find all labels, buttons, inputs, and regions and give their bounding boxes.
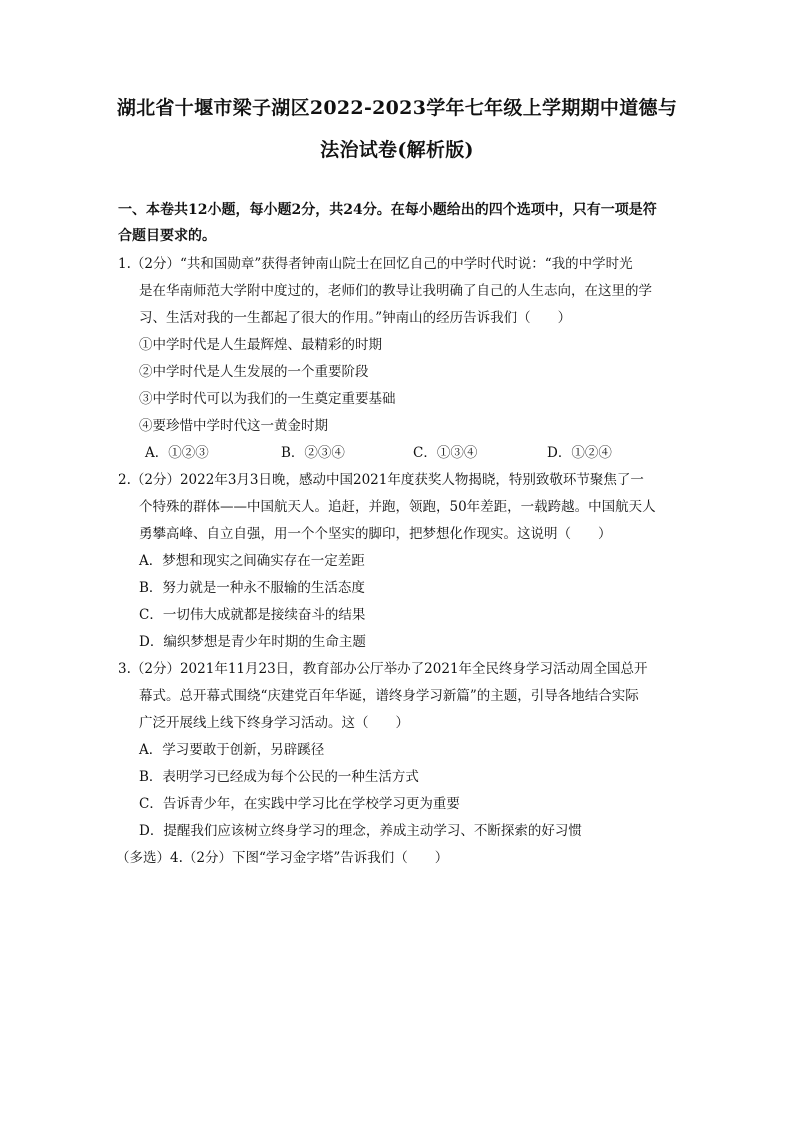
question-1-option-c[interactable]: C．①③④	[413, 445, 478, 461]
question-1-statement-2: ②中学时代是人生发展的一个重要阶段	[139, 364, 369, 380]
question-1-option-b[interactable]: B．②③④	[281, 445, 345, 461]
question-2-option-c[interactable]: C．一切伟大成就都是接续奋斗的结果	[139, 607, 366, 623]
question-1-stem: 1.（2分）“共和国勋章”获得者钟南山院士在回忆自己的中学时代时说：“我的中学时光	[118, 256, 633, 272]
question-4-stem: （多选）4.（2分）下图“学习金字塔”告诉我们（ ）	[116, 850, 449, 866]
question-2-option-b[interactable]: B．努力就是一种永不服输的生活态度	[139, 580, 365, 596]
question-2-option-d[interactable]: D．编织梦想是青少年时期的生命主题	[139, 634, 366, 650]
section-instructions-continued: 合题目要求的。	[118, 228, 216, 244]
question-3-stem-line-2: 幕式。总开幕式围绕“庆建党百年华诞，谱终身学习新篇”的主题，引导各地结合实际	[139, 688, 639, 704]
question-2-stem-line-3: 勇攀高峰、自立自强，用一个个坚实的脚印，把梦想化作现实。这说明（ ）	[139, 526, 612, 542]
question-1-statement-4: ④要珍惜中学时代这一黄金时期	[139, 418, 328, 434]
question-1-statement-1: ①中学时代是人生最辉煌、最精彩的时期	[139, 337, 382, 353]
page-title-continued: 法治试卷(解析版)	[320, 139, 474, 161]
question-2-option-a[interactable]: A．梦想和现实之间确实存在一定差距	[139, 553, 365, 569]
section-instructions: 一、本卷共12小题，每小题2分，共24分。在每小题给出的四个选项中，只有一项是符	[118, 202, 657, 218]
page-title: 湖北省十堰市梁子湖区2022-2023学年七年级上学期期中道德与	[116, 97, 678, 119]
question-1-option-a[interactable]: A．①②③	[145, 445, 209, 461]
question-3-option-c[interactable]: C．告诉青少年，在实践中学习比在学校学习更为重要	[139, 796, 460, 812]
question-2-stem-line-2: 个特殊的群体——中国航天人。追赶，并跑，领跑，50年差距，一载跨越。中国航天人	[139, 499, 656, 515]
question-3-option-d[interactable]: D．提醒我们应该树立终身学习的理念，养成主动学习、不断探索的好习惯	[139, 823, 582, 839]
question-3-option-b[interactable]: B．表明学习已经成为每个公民的一种生活方式	[139, 769, 419, 785]
question-2-stem: 2.（2分）2022年3月3日晚，感动中国2021年度获奖人物揭晓，特别致敬环节聚焦了一	[118, 472, 644, 488]
question-1-stem-line-3: 习、生活对我的一生都起了很大的作用。”钟南山的经历告诉我们（ ）	[139, 310, 572, 326]
question-3-stem: 3.（2分）2021年11月23日，教育部办公厅举办了2021年全民终身学习活动周全国总开	[118, 661, 648, 677]
question-3-stem-line-3: 广泛开展线上线下终身学习活动。这（ ）	[139, 715, 409, 731]
question-1-statement-3: ③中学时代可以为我们的一生奠定重要基础	[139, 391, 396, 407]
question-1-option-d[interactable]: D．①②④	[547, 445, 612, 461]
question-3-option-a[interactable]: A．学习要敢于创新，另辟蹊径	[139, 742, 325, 758]
question-1-stem-line-2: 是在华南师范大学附中度过的，老师们的教导让我明确了自己的人生志向，在这里的学	[139, 283, 652, 299]
